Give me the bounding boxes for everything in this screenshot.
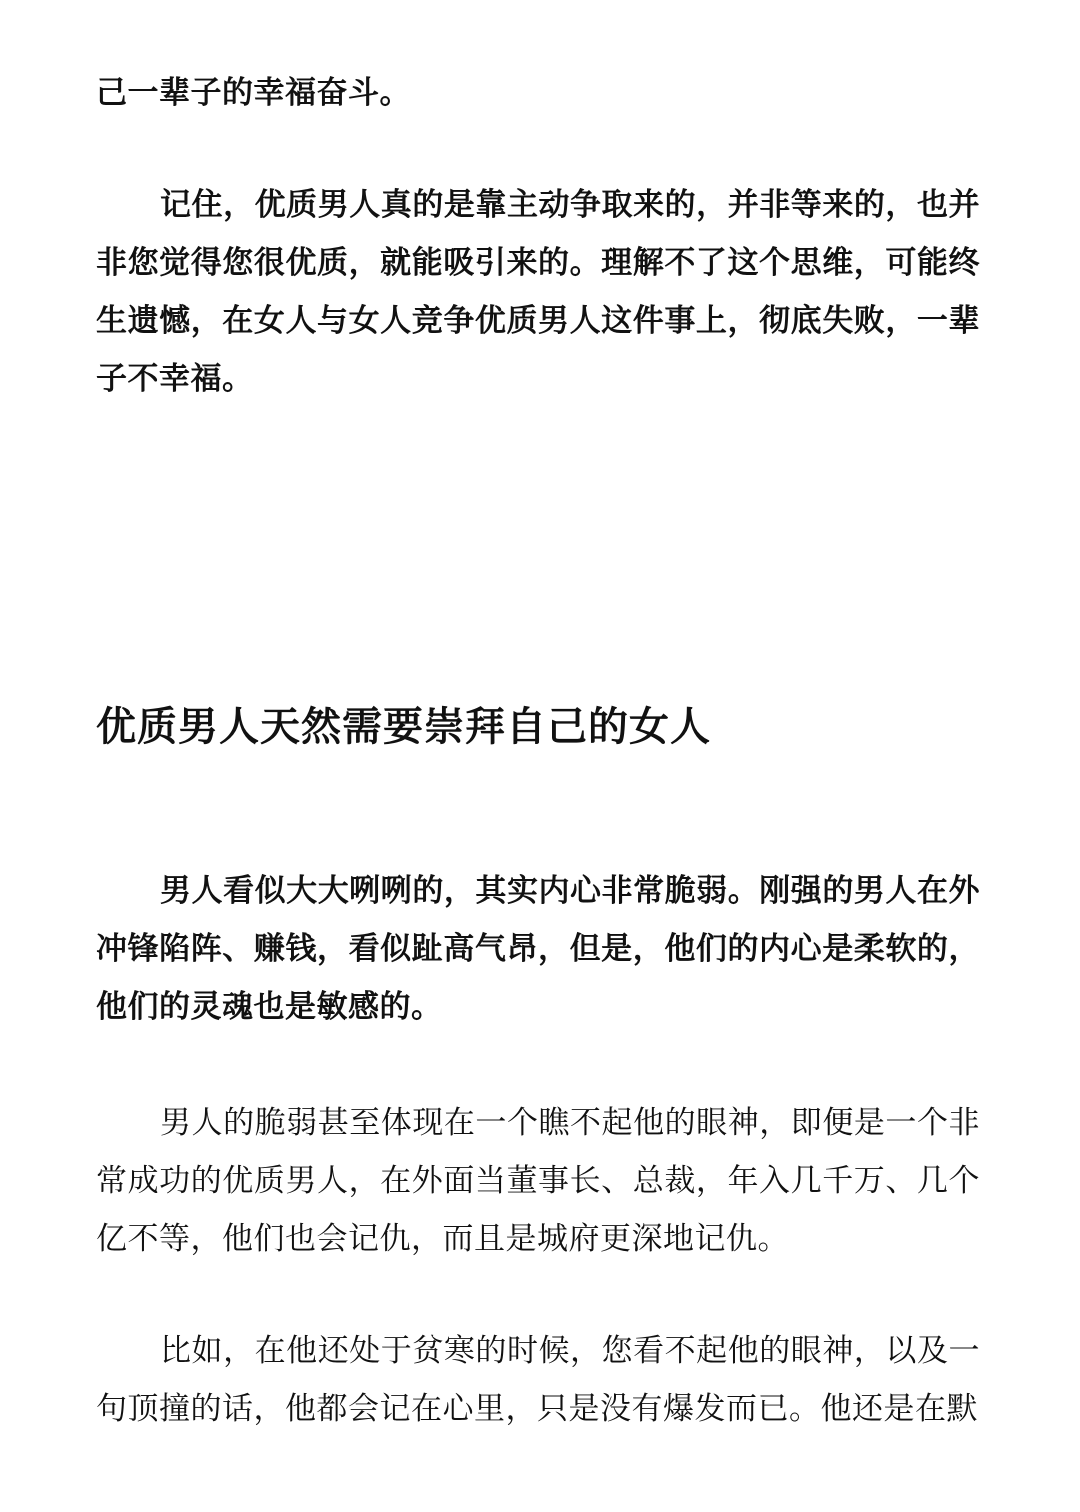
paragraph-remember: 记住，优质男人真的是靠主动争取来的，并非等来的，也并非您觉得您很优质，就能吸引来的。理解不了这个思维，可能终生遗憾，在女人与女人竞争优质男人这件事上，彻底失败，一辈子不幸福。 xyxy=(96,187,980,397)
section-heading: 优质男人天然需要崇拜自己的女人 xyxy=(96,704,711,750)
paragraph-continuation: 己一辈子的幸福奋斗。 xyxy=(96,75,411,111)
paragraph-fragility-example: 男人的脆弱甚至体现在一个瞧不起他的眼神，即便是一个非常成功的优质男人，在外面当董事长、总裁，年入几千万、几个亿不等，他们也会记仇，而且是城府更深地记仇。 xyxy=(96,1105,980,1257)
paragraph-men-fragile: 男人看似大大咧咧的，其实内心非常脆弱。刚强的男人在外冲锋陷阵、赚钱，看似趾高气昂，但是，他们的内心是柔软的，他们的灵魂也是敏感的。 xyxy=(96,873,980,1025)
paragraph-for-example: 比如，在他还处于贫寒的时候，您看不起他的眼神，以及一句顶撞的话，他都会记在心里，只是没有爆发而已。他还是在默 xyxy=(96,1333,980,1427)
